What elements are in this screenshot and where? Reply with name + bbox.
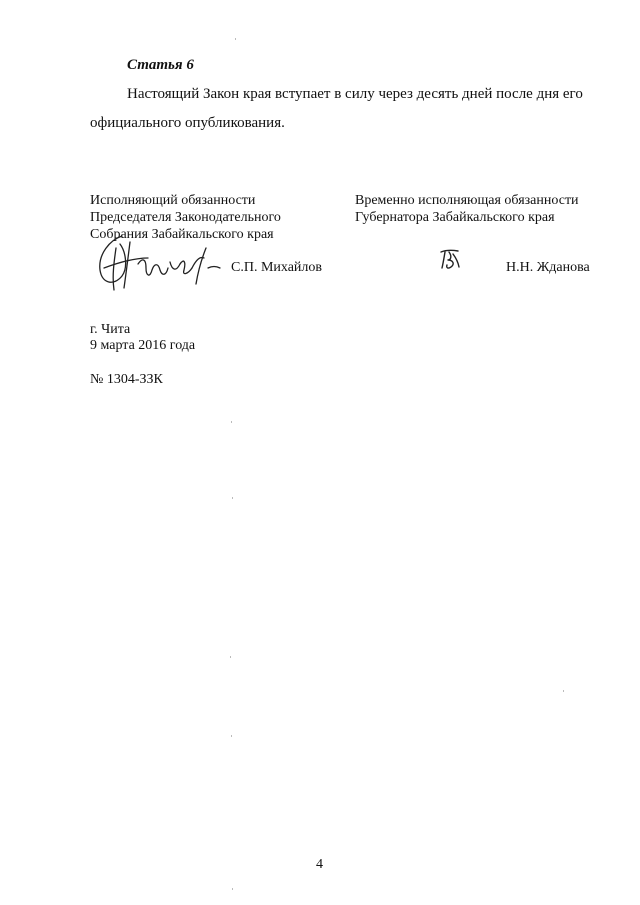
left-signatory-name: С.П. Михайлов bbox=[231, 260, 323, 275]
scan-speck bbox=[232, 497, 233, 499]
scan-speck bbox=[232, 888, 233, 890]
right-handwritten-signature bbox=[438, 246, 464, 272]
left-title-line-3: Собрания Забайкальского края bbox=[90, 227, 274, 242]
right-signatory-name: Н.Н. Жданова bbox=[506, 260, 590, 275]
left-title-line-2: Председателя Законодательного bbox=[90, 210, 281, 225]
scan-speck bbox=[231, 421, 232, 423]
scan-speck bbox=[231, 735, 232, 737]
page-number: 4 bbox=[316, 857, 323, 872]
left-title-line-1: Исполняющий обязанности bbox=[90, 193, 256, 208]
right-title-line-1: Временно исполняющая обязанности bbox=[355, 193, 579, 208]
paragraph-line-1: Настоящий Закон края вступает в силу через десять дней после дня его bbox=[127, 86, 583, 102]
law-number: № 1304-ЗЗК bbox=[90, 372, 163, 387]
left-handwritten-signature bbox=[92, 228, 222, 296]
right-signatory-title bbox=[355, 192, 579, 226]
scan-speck bbox=[235, 38, 236, 40]
paragraph-line-2: официального опубликования. bbox=[90, 115, 285, 131]
place: г. Чита bbox=[90, 322, 131, 337]
article-heading: Статья 6 bbox=[127, 57, 194, 73]
scan-speck bbox=[230, 656, 231, 658]
date: 9 марта 2016 года bbox=[90, 338, 196, 353]
right-title-line-2: Губернатора Забайкальского края bbox=[355, 210, 555, 225]
scan-speck bbox=[563, 690, 564, 692]
